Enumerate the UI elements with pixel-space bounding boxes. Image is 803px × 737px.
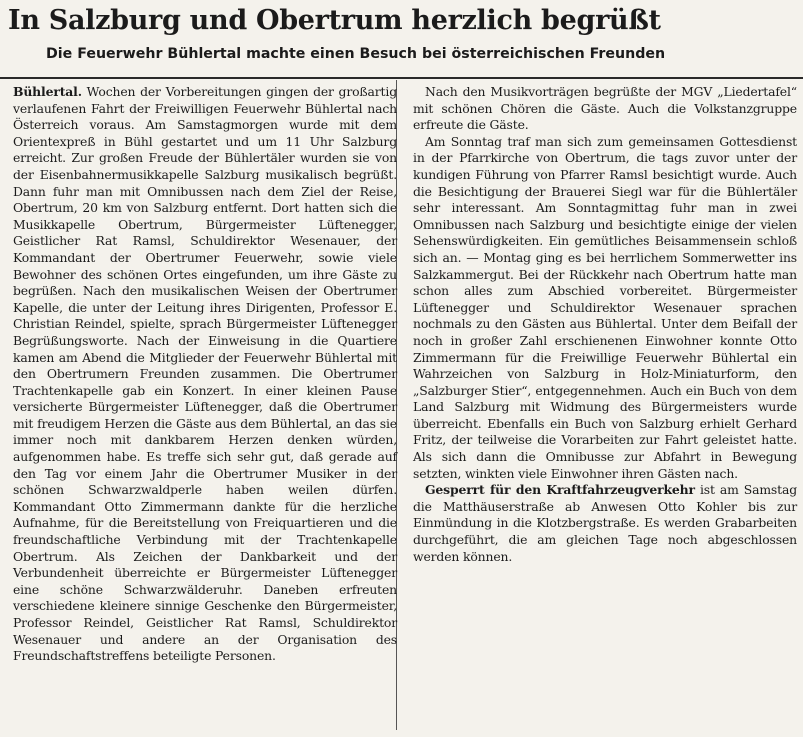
headline: In Salzburg und Obertrum herzlich begrüßt: [8, 5, 661, 36]
notice-paragraph: [413, 482, 797, 565]
article-paragraph-2: Nach den Musikvorträgen begrüßte der MGV „Liedertafel“ mit schönen Chören die Gäste. Auch die Volkstanzgruppe erfreute die Gäste.: [413, 84, 797, 133]
header-rule: [0, 77, 803, 79]
article-column-right: [413, 84, 797, 565]
notice-lead: Gesperrt für den Kraftfahrzeugverkehr: [425, 482, 695, 498]
paragraph-1-text: Wochen der Vorbereitungen gingen der großartig verlaufenen Fahrt der Freiwilligen Feuerwehr Bühlertal nach Österreich voraus. Am Samstagmorgen wurde mit dem Orientexpreß in Bühl gestartet und um 11 Uhr Salzburg erreicht. Zur großen Freude der Bühlertäler wurden sie von der Eisenbahnermusikkapelle Salzburg musikalisch begrüßt. Dann fuhr man mit Omnibussen nach dem Ziel der Reise, Obertrum, 20 km von Salzburg entfernt. Dort hatten sich die Musikkapelle Obertrum, Bürgermeister Lüftenegger, Geistlicher Rat Ramsl, Schuldirektor Wesenauer, der Kommandant der Obertrumer Feuerwehr, sowie viele Bewohner des schönen Ortes eingefunden, um ihre Gäste zu begrüßen. Nach den musikalischen Weisen der Obertrumer Kapelle, die unter der Leitung ihres Dirigenten, Professor E. Christian Reindel, spielte, sprach Bürgermeister Lüftenegger Begrüßungsworte. Nach der Einweisung in die Quartiere kamen am Abend die Mitglieder der Feuerwehr Bühlertal mit den Obertrumern Freunden zusammen. Die Obertrumer Trachtenkapelle gab ein Konzert. In einer kleinen Pause versicherte Bürgermeister Lüftenegger, daß die Obertrumer mit freudigem Herzen die Gäste aus dem Bühlertal, an das sie immer noch mit dankbarem Herzen denken würden, aufgenommen habe. Es treffe sich sehr gut, daß gerade auf den Tag vor einem Jahr die Obertrumer Musiker in der schönen Schwarzwaldperle haben weilen dürfen. Kommandant Otto Zimmermann dankte für die herzliche Aufnahme, für die Bereitstellung von Freiquartieren und die freundschaftliche Verbindung mit der Trachtenkapelle Obertrum. Als Zeichen der Dankbarkeit und der Verbundenheit überreichte er Bürgermeister Lüftenegger eine schöne Schwarzwälderuhr. Daneben erfreuten verschiedene kleinere sinnige Geschenke den Bürgermeister, Professor Reindel, Geistlicher Rat Ramsl, Schuldirektor Wesenauer und andere an der Organisation des Freundschaftstreffens beteiligte Personen.: [13, 84, 397, 664]
article-paragraph-3: Am Sonntag traf man sich zum gemeinsamen Gottesdienst in der Pfarrkirche von Obertrum, die tags zuvor unter der kundigen Führung von Pfarrer Ramsl besichtigt wurde. Auch die Besichtigung der Brauerei Siegl war für die Bühlertäler sehr interessant. Am Sonntagmittag fuhr man in zwei Omnibussen nach Salzburg und besichtigte einige der vielen Sehenswürdigkeiten. Ein gemütliches Beisammensein schloß sich an. — Montag ging es bei herrlichem Sommerwetter ins Salzkammergut. Bei der Rückkehr nach Obertrum hatte man schon alles zum Abschied vorbereitet. Bürgermeister Lüftenegger und Schuldirektor Wesenauer sprachen nochmals zu den Gästen aus Bühlertal. Unter dem Beifall der noch in großer Zahl erschienenen Einwohner konnte Otto Zimmermann für die Freiwillige Feuerwehr Bühlertal ein Wahrzeichen von Salzburg in Holz-Miniaturform, den „Salzburger Stier“, entgegennehmen. Auch ein Buch von dem Land Salzburg mit Widmung des Bürgermeisters wurde überreicht. Ebenfalls ein Buch von Salzburg erhielt Gerhard Fritz, der teilweise die Vorarbeiten zur Fahrt geleistet hatte. Als sich dann die Omnibusse zur Abfahrt in Bewegung setzten, winkten viele Einwohner ihren Gästen nach.: [413, 133, 797, 481]
article-column-left: [13, 84, 397, 665]
subheadline: Die Feuerwehr Bühlertal machte einen Besuch bei österreichischen Freunden: [46, 46, 666, 62]
notice-text: ist am Samstag die Matthäuserstraße ab Anwesen Otto Kohler bis zur Einmündung in die Klotzbergstraße. Es werden Grabarbeiten durchgeführt, die am gleichen Tage noch abgeschlossen werden können.: [413, 482, 797, 564]
dateline: Bühlertal.: [13, 84, 82, 99]
article-paragraph-1: [13, 84, 397, 665]
